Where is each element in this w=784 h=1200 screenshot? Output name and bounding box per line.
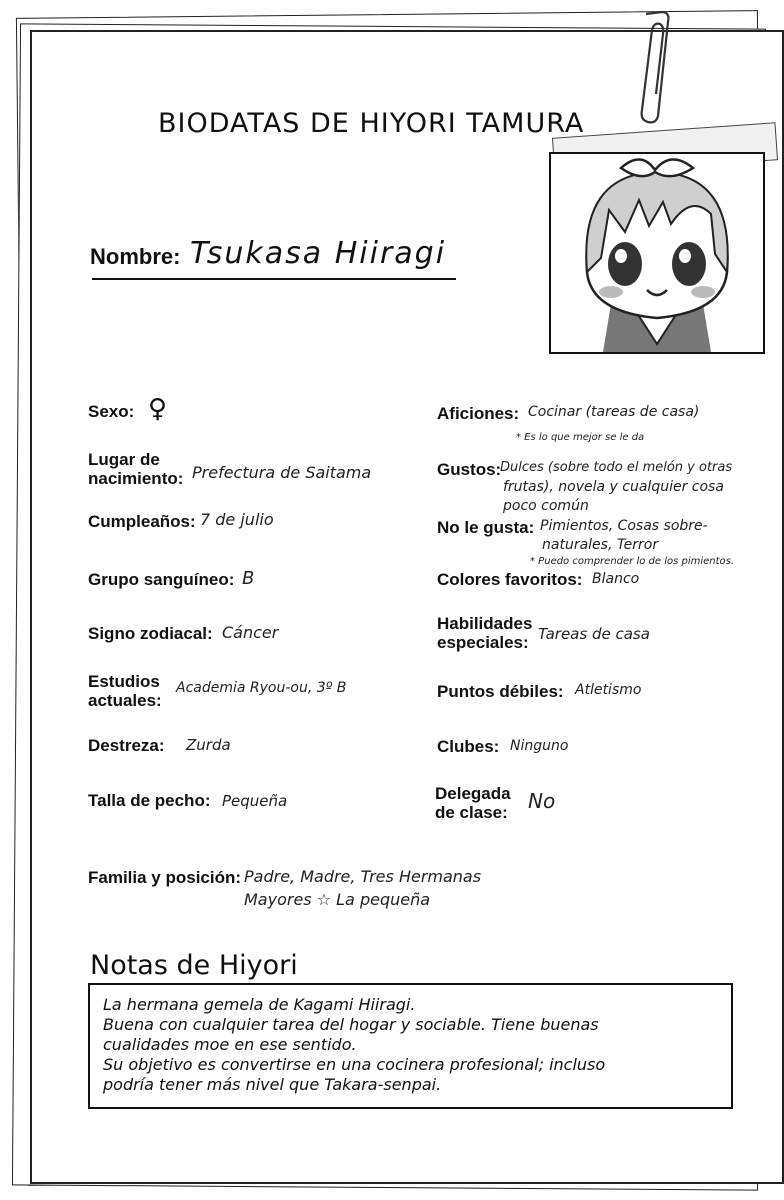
colores-label: Colores favoritos: bbox=[437, 570, 583, 589]
gustos-label: Gustos: bbox=[437, 460, 502, 479]
notes-line: La hermana gemela de Kagami Hiiragi. bbox=[103, 995, 416, 1014]
talla-value: Pequeña bbox=[222, 792, 288, 810]
clubes-label: Clubes: bbox=[437, 737, 500, 756]
colores-value: Blanco bbox=[592, 571, 640, 587]
no-gusta-line2: naturales, Terror bbox=[542, 537, 659, 553]
grupo-label: Grupo sanguíneo: bbox=[88, 570, 235, 589]
lugar-value: Prefectura de Saitama bbox=[192, 463, 372, 482]
notes-line: Su objetivo es convertirse en una cocinera profesional; incluso bbox=[103, 1055, 606, 1074]
familia-label: Familia y posición: bbox=[88, 868, 242, 887]
familia-line1: Padre, Madre, Tres Hermanas bbox=[244, 867, 482, 886]
notes-box bbox=[88, 983, 733, 1109]
chibi-portrait-illustration bbox=[551, 154, 763, 352]
gustos-line3: poco común bbox=[503, 498, 589, 514]
puntos-value: Atletismo bbox=[575, 682, 642, 698]
lugar-label: Lugar de nacimiento: bbox=[88, 450, 184, 488]
no-gusta-label: No le gusta: bbox=[437, 518, 535, 537]
notes-line: podría tener más nivel que Takara-senpai. bbox=[103, 1075, 442, 1094]
grupo-value: B bbox=[242, 568, 255, 589]
gustos-line2: frutas), novela y cualquier cosa bbox=[503, 479, 724, 495]
notes-line: Buena con cualquier tarea del hogar y sociable. Tiene buenas bbox=[103, 1015, 599, 1034]
destreza-value: Zurda bbox=[186, 736, 231, 754]
sexo-label: Sexo: bbox=[88, 402, 135, 421]
cumple-label: Cumpleaños: bbox=[88, 512, 196, 531]
paperclip-icon bbox=[632, 10, 672, 126]
delegada-label: Delegada de clase: bbox=[435, 784, 511, 822]
character-portrait bbox=[549, 152, 765, 354]
page-title: BIODATAS DE HIYORI TAMURA bbox=[158, 108, 585, 139]
female-symbol-icon: ♀ bbox=[148, 394, 168, 424]
delegada-value: No bbox=[528, 789, 556, 813]
cumple-value: 7 de julio bbox=[200, 510, 274, 529]
talla-label: Talla de pecho: bbox=[88, 791, 211, 810]
estudios-label: Estudios actuales: bbox=[88, 672, 162, 710]
aficiones-label: Aficiones: bbox=[437, 404, 520, 423]
aficiones-value: Cocinar (tareas de casa) bbox=[528, 404, 700, 420]
no-gusta-line1: Pimientos, Cosas sobre- bbox=[540, 518, 708, 534]
habilidades-label: Habilidades especiales: bbox=[437, 614, 533, 652]
clubes-value: Ninguno bbox=[510, 738, 569, 754]
gustos-line1: Dulces (sobre todo el melón y otras bbox=[500, 460, 733, 475]
destreza-label: Destreza: bbox=[88, 736, 165, 755]
no-gusta-note: * Puedo comprender lo de los pimientos. bbox=[530, 556, 735, 567]
puntos-label: Puntos débiles: bbox=[437, 682, 564, 701]
name-underline bbox=[92, 278, 456, 280]
notes-line: cualidades moe en ese sentido. bbox=[103, 1035, 357, 1054]
aficiones-note: * Es lo que mejor se le da bbox=[516, 432, 645, 443]
name-value: Tsukasa Hiiragi bbox=[190, 236, 447, 271]
familia-line2: Mayores ☆ La pequeña bbox=[244, 890, 431, 909]
signo-label: Signo zodiacal: bbox=[88, 624, 213, 643]
habilidades-value: Tareas de casa bbox=[538, 625, 650, 643]
notes-title: Notas de Hiyori bbox=[90, 950, 298, 981]
name-label: Nombre: bbox=[90, 244, 181, 269]
signo-value: Cáncer bbox=[222, 623, 279, 642]
estudios-value: Academia Ryou-ou, 3º B bbox=[176, 680, 347, 696]
